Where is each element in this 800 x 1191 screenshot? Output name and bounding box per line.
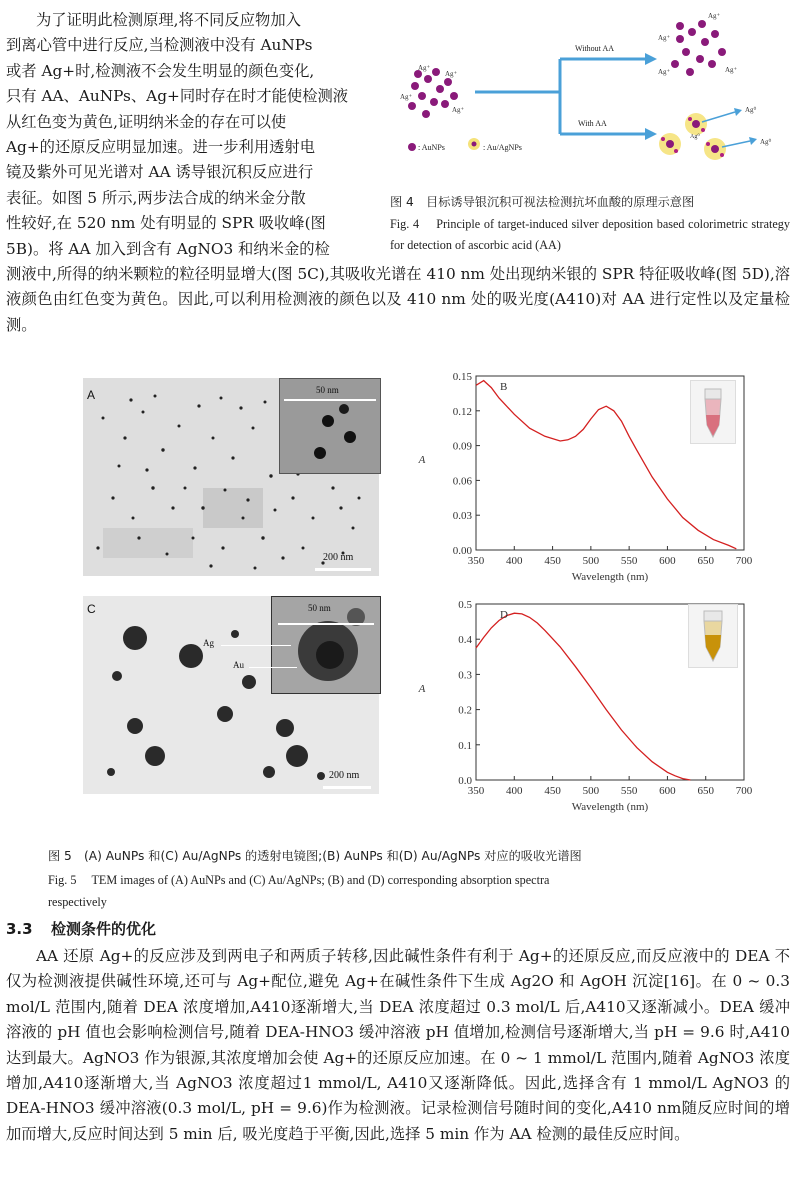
fig5-caption-en-1: Fig. 5 TEM images of (A) AuNPs and (C) Au/AgNPs; (B) and (D) corresponding absorption spectra [48, 873, 550, 887]
intro-line: 5B)。将 AA 加入到含有 AgNO3 和纳米金的检 [6, 239, 330, 258]
panel-label: B [500, 381, 508, 393]
tem-c-ag-arrow [221, 645, 291, 646]
svg-text:Ag⁰: Ag⁰ [760, 138, 772, 146]
without-aa-cluster [671, 20, 726, 76]
fig5-caption-cn: 图 5 (A) AuNPs 和(C) Au/AgNPs 的透射电镜图;(B) AuNPs 和(D) Au/AgNPs 对应的吸收光谱图 [48, 849, 582, 863]
tem-a-inset-scale: 50 nm [316, 385, 339, 395]
svg-text:Ag⁺: Ag⁺ [658, 68, 671, 76]
fig4-caption-en: Fig. 4 Principle of target-induced silver deposition based colorimetric strategy for detection of ascorbic acid (AA) [390, 217, 790, 252]
fig5-caption-en-2: respectively [48, 895, 107, 909]
intro-line: 为了证明此检测原理,将不同反应物加入 [36, 11, 301, 29]
ag-plus-label: Ag⁺ [418, 64, 431, 72]
y-tick-label: 0.5 [458, 599, 472, 611]
x-tick-label: 650 [697, 555, 714, 567]
section-title: 检测条件的优化 [51, 920, 157, 938]
y-tick-label: 0.0 [458, 775, 472, 787]
x-tick-label: 550 [620, 785, 638, 797]
y-tick-label: 0.06 [452, 475, 472, 488]
x-tick-label: 600 [659, 555, 676, 567]
tem-a-scale: 200 nm [323, 552, 354, 563]
legend-auag: : Au/AgNPs [483, 143, 522, 152]
intro-line: 或者 Ag+时,检测液不会发生明显的颜色变化, [6, 61, 315, 80]
intro-line: 从红色变为黄色,证明纳米金的存在可以使 [6, 112, 287, 131]
x-tick-label: 550 [620, 555, 638, 567]
intro-line: 镜及紫外可见光谱对 AA 诱导银沉积反应进行 [6, 163, 314, 182]
x-tick-label: 700 [735, 785, 753, 797]
x-tick-label: 400 [506, 555, 523, 567]
panel-c-label: C [87, 602, 96, 616]
fig4-caption-cn: 图 4 目标诱导银沉积可视法检测抗坏血酸的原理示意图 [390, 195, 695, 209]
tem-c-scale-bar [323, 786, 371, 789]
branch-arrows [475, 53, 657, 140]
y-tick-label: 0.4 [458, 634, 472, 647]
y-axis-title: A [418, 454, 426, 466]
intro-line: 到离心管中进行反应,当检测液中没有 AuNPs [6, 36, 313, 55]
with-aa-label: With AA [578, 119, 607, 128]
x-tick-label: 400 [506, 785, 523, 797]
tem-c-scale: 200 nm [329, 770, 360, 781]
x-tick-label: 450 [544, 785, 561, 797]
section-heading [6, 918, 156, 939]
x-tick-label: 500 [582, 785, 600, 797]
intro-line: 只有 AA、AuNPs、Ag+同时存在时才能使检测液 [6, 87, 349, 106]
intro-line: 表征。如图 5 所示,两步法合成的纳米金分散 [6, 188, 306, 207]
y-tick-label: 0.15 [452, 371, 472, 383]
ag-plus-label: Ag⁺ [452, 106, 465, 114]
intro-line: 性较好,在 520 nm 处有明显的 SPR 吸收峰(图 [6, 214, 326, 233]
legend-aunps-icon [408, 143, 416, 151]
tem-a-inset [279, 378, 381, 474]
tem-c-ag-label: Ag [203, 638, 214, 648]
fig4-svg [390, 4, 795, 184]
tube-photo-yellow [688, 604, 738, 668]
y-tick-label: 0.03 [452, 510, 472, 523]
intro-continued: 测液中,所得的纳米颗粒的粒径明显增大(图 5C),其吸收光谱在 410 nm 处出现纳米银的 SPR 特征吸收峰(图 5D),溶液颜色由红色变为黄色。因此,可以利用检测液的颜色以及 410 nm 处的吸光度(A410)对 AA 进行定性以及定量检测。 [6, 265, 790, 334]
x-tick-label: 700 [735, 555, 753, 567]
spectrum-line [476, 613, 690, 780]
intro-line: Ag+的还原反应明显加速。进一步利用透射电 [6, 138, 316, 157]
x-axis-title: Wavelength (nm) [571, 571, 649, 583]
y-tick-label: 0.1 [458, 739, 472, 752]
x-tick-label: 350 [467, 555, 485, 567]
y-tick-label: 0.3 [458, 669, 472, 682]
svg-text:Ag⁺: Ag⁺ [658, 34, 671, 42]
tem-a-scale-bar [315, 568, 371, 571]
y-tick-label: 0.2 [458, 704, 472, 717]
y-tick-label: 0.00 [452, 545, 472, 557]
y-tick-label: 0.12 [452, 405, 472, 418]
section-paragraph: AA 还原 Ag+的反应涉及到两电子和两质子转移,因此碱性条件有利于 Ag+的还原反应,而反应液中的 DEA 不仅为检测液提供碱性环境,还可与 Ag+配位,避免 Ag+在碱性条件下生成 Ag2O 和 AgOH 沉淀[16]。在 0 ~ 0.3 mol/L 范围内,随着 DEA 浓度增加,A410逐渐增大,当 DEA 浓度超过 0.3 mol/L 后,A410又逐渐减小。DEA 缓冲溶液的 pH 值也会影响检测信号,随着 DEA-HNO3 缓冲溶液 pH 值增加,检测信号逐渐增大,当 pH = 9.6 时,A410达到最大。AgNO3 作为银源,其浓度增加会使 Ag+的还原反应加速。在 0 ~ 1 mmol/L 范围内,随着 AgNO3 浓度增加,A410逐渐增大,当 AgNO3 浓度超过1 mmol/L, A410又逐渐降低。因此,选择含有 1 mmol/L AgNO3 的 DEA-HNO3 缓冲溶液(0.3 mol/L, pH = 9.6)作为检测液。记录检测信号随时间的变化,A410 nm随反应时间的增加而增大,反应时间达到 5 min 后, 吸光度趋于平衡,因此,选择 5 min 作为 AA 检测的最佳反应时间。 [6, 947, 790, 1143]
x-tick-label: 500 [582, 555, 600, 567]
figure-4-schematic [390, 4, 795, 184]
tem-c-inset-scale-bar [278, 623, 374, 625]
x-tick-label: 350 [467, 785, 485, 797]
panel-label: D [500, 609, 508, 621]
svg-text:Ag⁰: Ag⁰ [690, 134, 700, 140]
section-number: 3.3 [6, 920, 33, 938]
x-tick-label: 650 [697, 785, 714, 797]
y-axis-title: A [418, 683, 426, 695]
tem-c-au-arrow [249, 667, 297, 668]
x-tick-label: 450 [544, 555, 561, 567]
x-axis-title: Wavelength (nm) [571, 801, 649, 813]
y-tick-label: 0.09 [452, 440, 472, 453]
tube-photo-pink [690, 380, 736, 444]
tem-panel-a [83, 378, 379, 576]
tem-c-au-label: Au [233, 660, 244, 670]
with-aa-cluster [659, 108, 757, 160]
ag-plus-label: Ag⁺ [400, 93, 413, 101]
legend-aunps: : AuNPs [418, 143, 445, 152]
svg-text:Ag⁰: Ag⁰ [745, 106, 757, 114]
without-aa-label: Without AA [575, 44, 615, 53]
ag-plus-label: Ag⁺ [445, 70, 458, 78]
x-tick-label: 600 [659, 785, 676, 797]
tem-panel-c [83, 596, 379, 794]
svg-text:Ag⁺: Ag⁺ [725, 66, 738, 74]
tem-c-inset-scale: 50 nm [308, 603, 331, 613]
panel-a-label: A [87, 388, 96, 402]
tem-a-inset-scale-bar [284, 399, 376, 401]
svg-text:Ag⁺: Ag⁺ [708, 12, 721, 20]
intro-paragraph [6, 8, 368, 262]
